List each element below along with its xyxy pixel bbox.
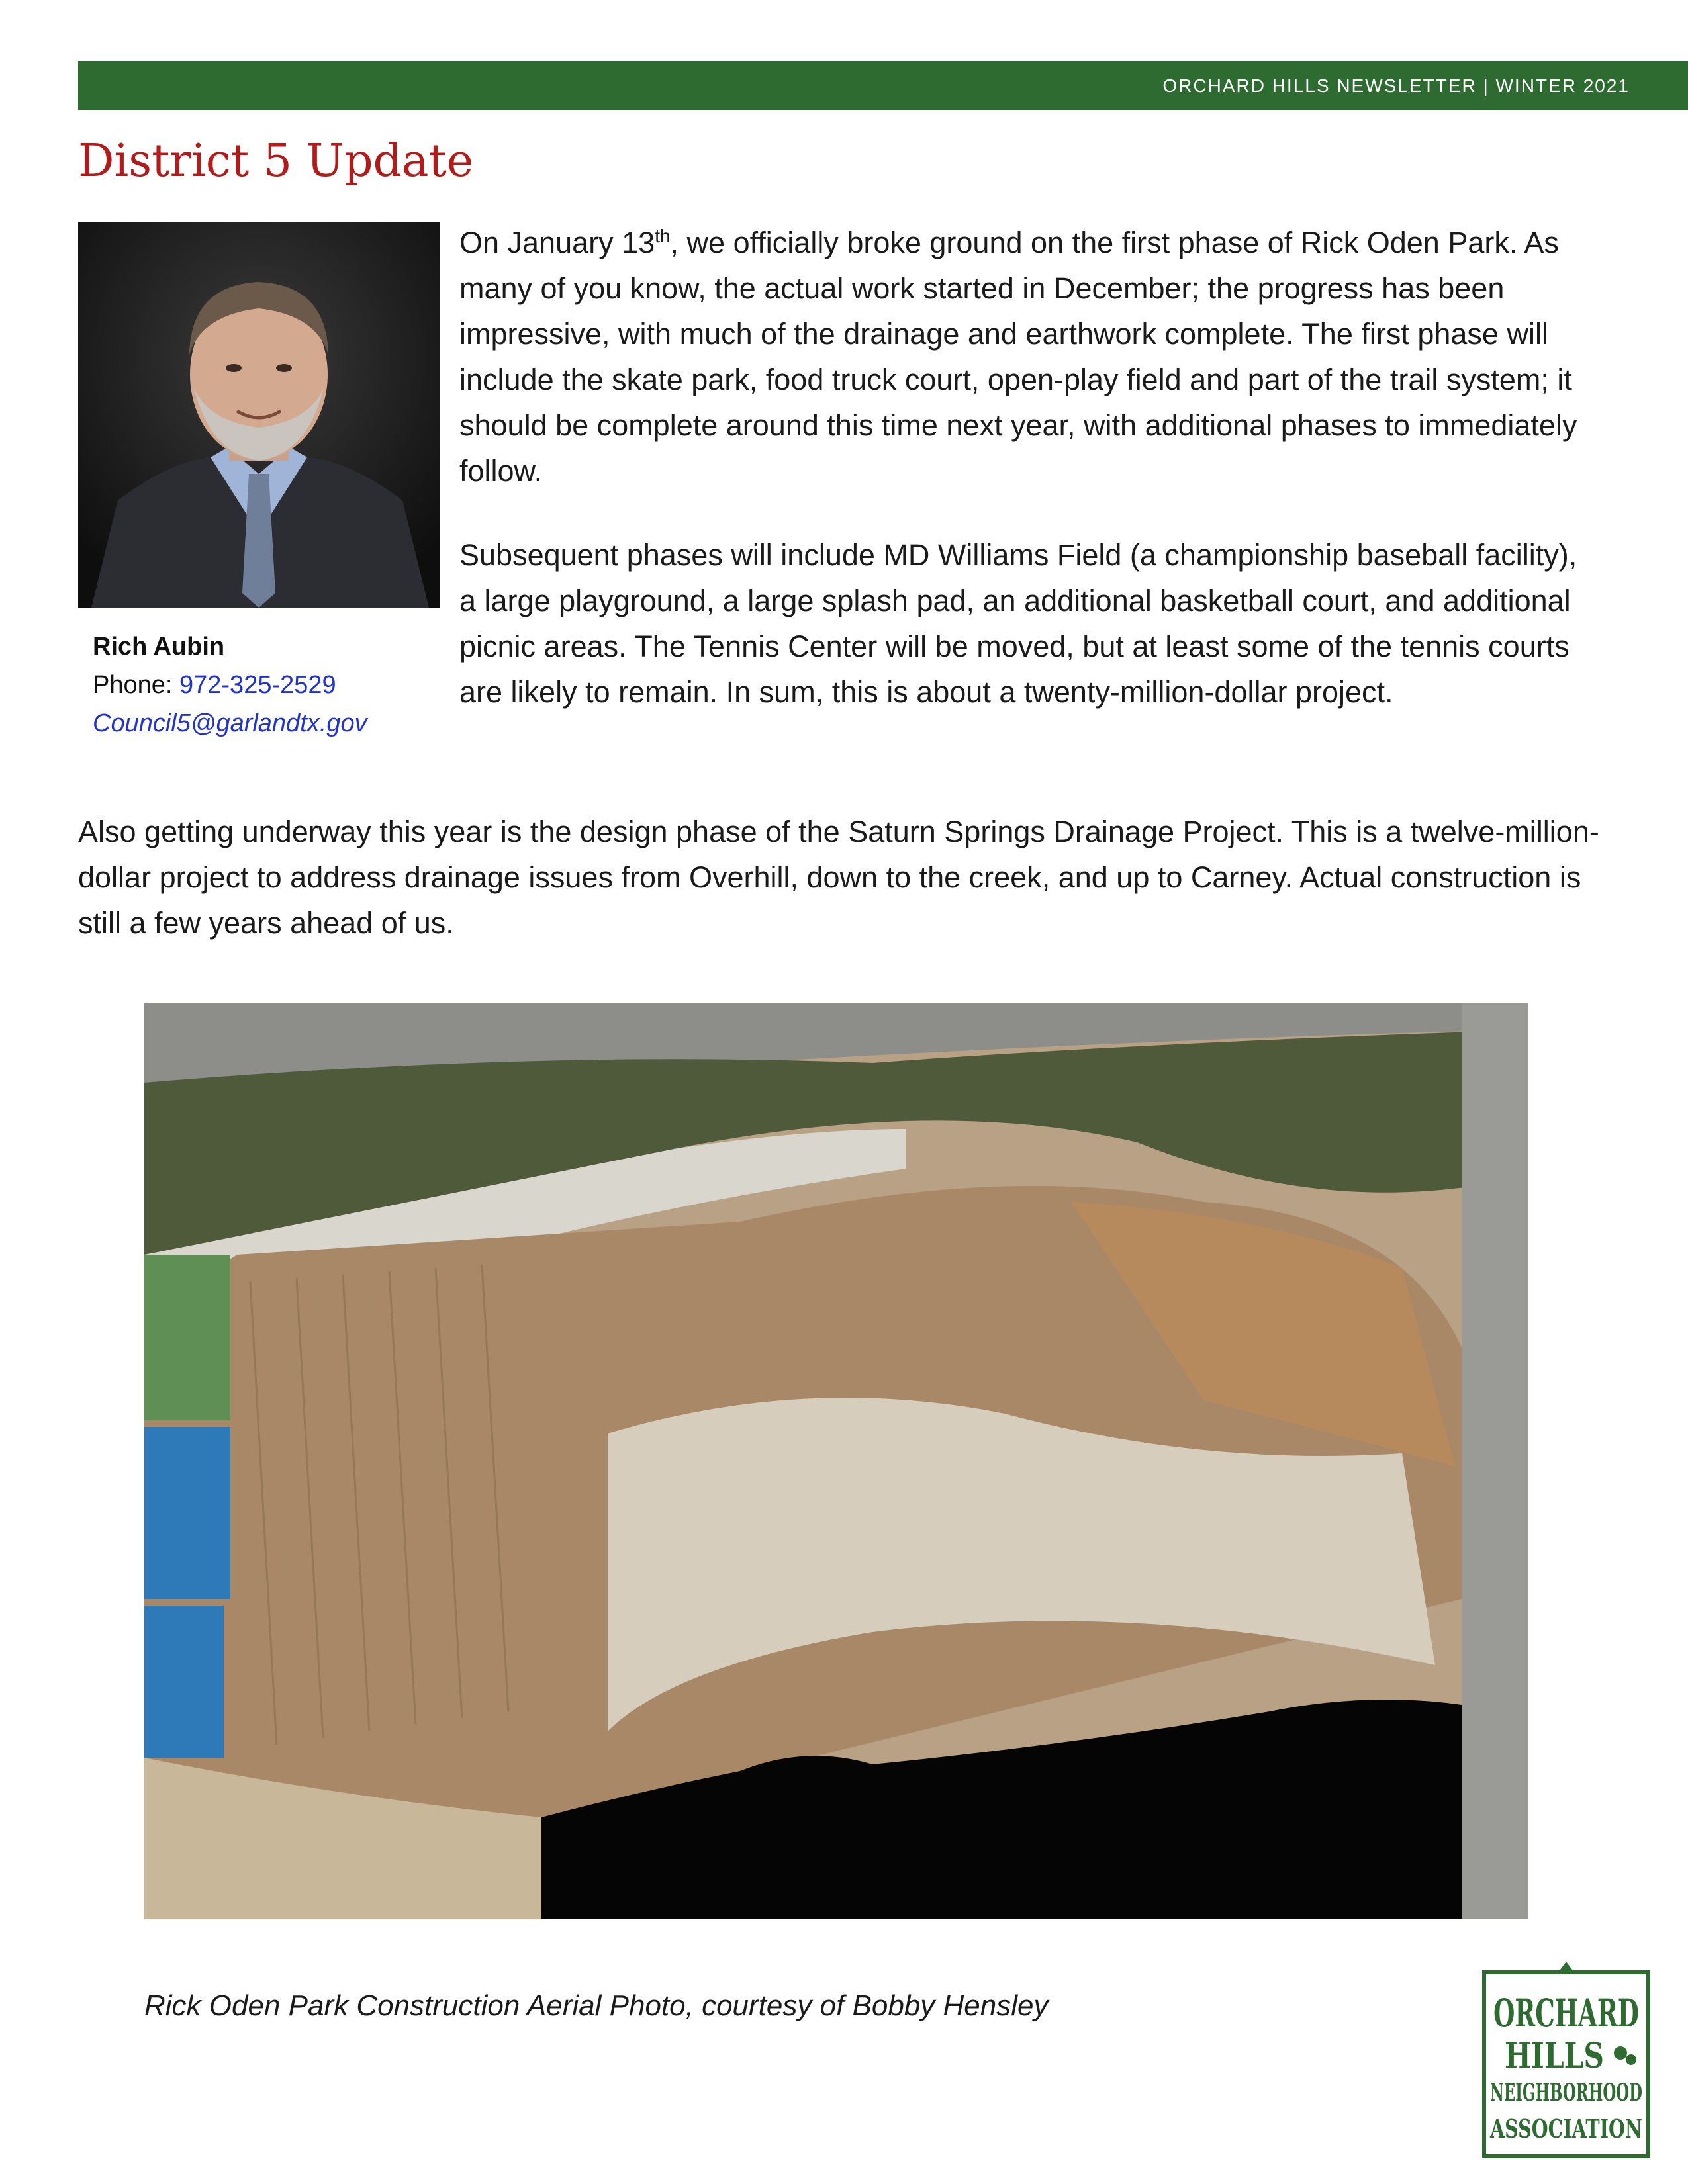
email-link[interactable]: Council5@garlandtx.gov bbox=[93, 709, 367, 737]
newsletter-header-text: ORCHARD HILLS NEWSLETTER | WINTER 2021 bbox=[1162, 75, 1630, 96]
phone-link[interactable]: 972-325-2529 bbox=[179, 671, 336, 699]
orchard-hills-logo bbox=[1481, 1960, 1651, 2159]
svg-text:HILLS: HILLS bbox=[1505, 2036, 1604, 2076]
contact-phone-line bbox=[93, 666, 367, 704]
photo-caption: Rick Oden Park Construction Aerial Photo, courtesy of Bobby Hensley bbox=[144, 1989, 1049, 2022]
paragraph-groundbreaking-text-a: On January 13 bbox=[459, 226, 655, 259]
contact-block bbox=[93, 627, 367, 743]
page-title: District 5 Update bbox=[78, 135, 474, 187]
svg-text:NEIGHBORHOOD: NEIGHBORHOOD bbox=[1490, 2079, 1642, 2107]
council-member-photo bbox=[78, 222, 440, 608]
aerial-construction-photo bbox=[144, 1003, 1528, 1919]
paragraph-drainage-project: Also getting underway this year is the design phase of the Saturn Springs Drainage Project. This is a twelve-million-dollar project to address drainage issues from Overhill, down to the creek, and up to Carney. Actual construction is still a few years ahead of us. bbox=[78, 815, 1599, 940]
paragraph-groundbreaking bbox=[459, 213, 1591, 494]
header-bar bbox=[78, 61, 1688, 110]
paragraph-groundbreaking-text-b: , we officially broke ground on the first phase of Rick Oden Park. As many of you know, the actual work started in December; the progress has been impressive, with much of the drainage and earthwork complete. The first phase will include the skate park, food truck court, open-play field and part of the trail system; it should be complete around this time next year, with additional phases to immediately follow. bbox=[459, 226, 1577, 488]
svg-text:ASSOCIATION: ASSOCIATION bbox=[1489, 2114, 1642, 2144]
ordinal-superscript: th bbox=[655, 226, 671, 246]
phone-label: Phone: bbox=[93, 671, 179, 699]
paragraph-subsequent-phases: Subsequent phases will include MD Williams Field (a championship baseball facility), a large playground, a large splash pad, an additional basketball court, and additional picnic areas. The Tennis Center will be moved, but at least some of the tennis courts are likely to remain. In sum, this is about a twenty-million-dollar project. bbox=[459, 538, 1577, 709]
svg-text:ORCHARD: ORCHARD bbox=[1493, 1991, 1639, 2036]
contact-name: Rich Aubin bbox=[93, 633, 225, 660]
